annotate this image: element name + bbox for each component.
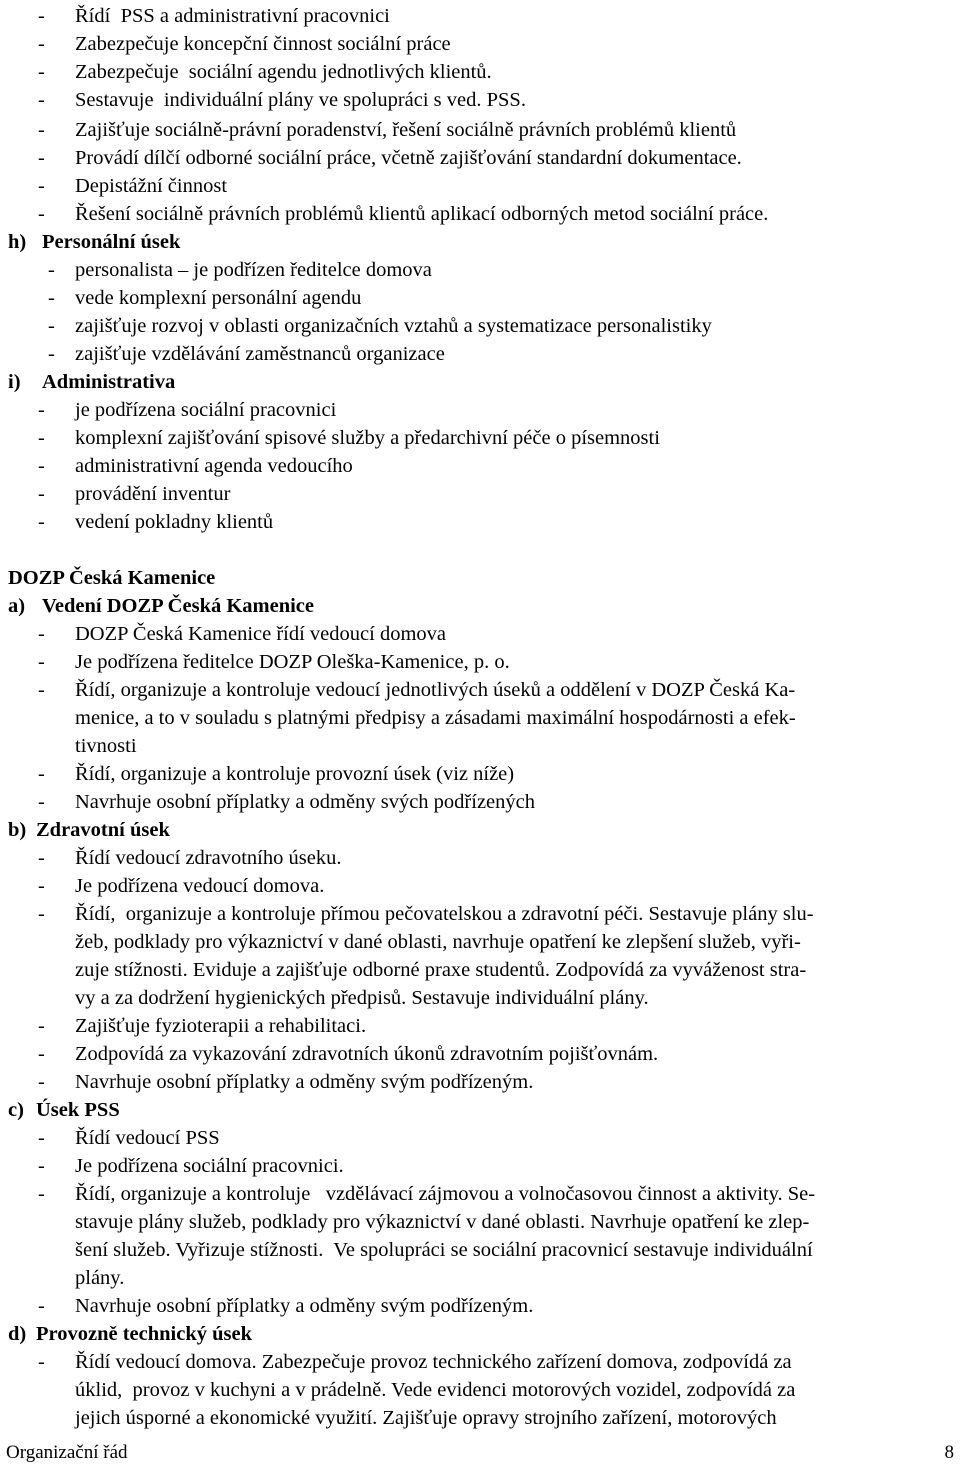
section-heading <box>0 1320 960 1348</box>
list-item-text: vedení pokladny klientů <box>75 511 274 533</box>
list-item-continuation <box>0 1236 960 1264</box>
list-item-text: Sestavuje individuální plány ve spolupráci s ved. PSS. <box>75 89 526 111</box>
list-item: - Navrhuje osobní příplatky a odměny svým podřízeným. <box>0 1068 960 1096</box>
list-item: - Navrhuje osobní příplatky a odměny svým podřízeným. <box>0 1292 960 1320</box>
list-item: - administrativní agenda vedoucího <box>0 452 960 480</box>
list-item-text: Řídí, organizuje a kontroluje vzdělávací zájmovou a volnočasovou činnost a aktivity. Se- <box>75 1183 816 1205</box>
list-item: - Sestavuje individuální plány ve spolupráci s ved. PSS. <box>0 86 960 114</box>
list-item-text: Zodpovídá za vykazování zdravotních úkonů zdravotním pojišťovnám. <box>75 1043 659 1065</box>
list-item-text: Řídí, organizuje a kontroluje přímou pečovatelskou a zdravotní péči. Sestavuje plány slu- <box>75 903 814 925</box>
section-letter: c) <box>8 1099 24 1121</box>
list-item: - provádění inventur <box>0 480 960 508</box>
list-item-text: šení služeb. Vyřizuje stížnosti. Ve spolupráci se sociální pracovnicí sestavuje individuální <box>75 1239 813 1261</box>
section-title: Provozně technický úsek <box>36 1323 253 1345</box>
list-item-text: je podřízena sociální pracovnici <box>75 399 337 421</box>
list-item: - Řídí vedoucí domova. Zabezpečuje provoz technického zařízení domova, zodpovídá za <box>0 1348 960 1376</box>
list-item: - Zajišťuje fyzioterapii a rehabilitaci. <box>0 1012 960 1040</box>
list-item: - Zajišťuje sociálně-právní poradenství, řešení sociálně právních problémů klientů <box>0 116 960 144</box>
list-item-text: Depistážní činnost <box>75 175 228 197</box>
list-item: - Řídí, organizuje a kontroluje vzdělávací zájmovou a volnočasovou činnost a aktivity. Se- <box>0 1180 960 1208</box>
page-number: 8 <box>944 1442 954 1463</box>
list-item-continuation <box>0 1404 960 1432</box>
list-item-text: Zabezpečuje sociální agendu jednotlivých klientů. <box>75 61 492 83</box>
section-title: Zdravotní úsek <box>36 819 170 841</box>
list-item-text: zuje stížnosti. Eviduje a zajišťuje odborné praxe studentů. Zodpovídá za vyváženost stra- <box>75 959 807 981</box>
list-item-text: Řídí PSS a administrativní pracovnici <box>75 5 390 27</box>
list-item-text: Řídí vedoucí zdravotního úseku. <box>75 847 342 869</box>
section-letter: h) <box>8 231 27 253</box>
list-item: - Je podřízena ředitelce DOZP Oleška-Kamenice, p. o. <box>0 648 960 676</box>
list-item: - Řídí vedoucí PSS <box>0 1124 960 1152</box>
section-title: Administrativa <box>42 371 176 393</box>
list-item: - zajišťuje vzdělávání zaměstnanců organizace <box>0 340 960 368</box>
section-title: Úsek PSS <box>36 1099 120 1121</box>
list-item-text: tivnosti <box>75 735 137 757</box>
list-item: - vede komplexní personální agendu <box>0 284 960 312</box>
section-title: Vedení DOZP Česká Kamenice <box>42 595 315 617</box>
list-item-text: jejich úsporné a ekonomické využití. Zajišťuje opravy strojního zařízení, motorových <box>75 1407 777 1429</box>
list-item-continuation <box>0 984 960 1012</box>
list-item: - Zodpovídá za vykazování zdravotních úkonů zdravotním pojišťovnám. <box>0 1040 960 1068</box>
list-item-text: Navrhuje osobní příplatky a odměny svých podřízených <box>75 791 535 813</box>
list-item-text: Je podřízena sociální pracovnici. <box>75 1155 344 1177</box>
list-item-text: Řešení sociálně právních problémů klientů aplikací odborných metod sociální práce. <box>75 203 769 225</box>
list-item-text: Řídí vedoucí PSS <box>75 1127 220 1149</box>
section-heading <box>0 1096 960 1124</box>
section-letter: d) <box>8 1323 27 1345</box>
list-item-continuation <box>0 732 960 760</box>
list-item-text: zajišťuje vzdělávání zaměstnanců organizace <box>75 343 445 365</box>
list-item-text: Řídí, organizuje a kontroluje vedoucí jednotlivých úseků a oddělení v DOZP Česká Ka- <box>75 679 796 701</box>
list-item-text: zajišťuje rozvoj v oblasti organizačních vztahů a systematizace personalistiky <box>75 315 712 337</box>
list-item-continuation <box>0 1264 960 1292</box>
list-item-text: Je podřízena ředitelce DOZP Oleška-Kamenice, p. o. <box>75 651 510 673</box>
list-item: - personalista – je podřízen ředitelce domova <box>0 256 960 284</box>
list-item-text: Navrhuje osobní příplatky a odměny svým podřízeným. <box>75 1071 534 1093</box>
list-item: - Provádí dílčí odborné sociální práce, včetně zajišťování standardní dokumentace. <box>0 144 960 172</box>
list-item-text: personalista – je podřízen ředitelce domova <box>75 259 432 281</box>
list-item-text: Provádí dílčí odborné sociální práce, včetně zajišťování standardní dokumentace. <box>75 147 742 169</box>
list-item-text: Řídí, organizuje a kontroluje provozní úsek (viz níže) <box>75 763 515 785</box>
list-item: - komplexní zajišťování spisové služby a předarchivní péče o písemnosti <box>0 424 960 452</box>
section-letter: a) <box>8 595 26 617</box>
dozp-heading: DOZP Česká Kamenice <box>8 567 216 589</box>
section-letter: i) <box>8 371 21 393</box>
section-heading <box>0 816 960 844</box>
list-item: - Řídí, organizuje a kontroluje vedoucí jednotlivých úseků a oddělení v DOZP Česká Ka- <box>0 676 960 704</box>
list-item-text: žeb, podklady pro výkaznictví v dané oblasti, navrhuje opatření ke zlepšení služeb, vyři- <box>75 931 801 953</box>
list-item: - Je podřízena vedoucí domova. <box>0 872 960 900</box>
list-item-continuation <box>0 956 960 984</box>
list-item: - vedení pokladny klientů <box>0 508 960 536</box>
list-item-text: komplexní zajišťování spisové služby a předarchivní péče o písemnosti <box>75 427 660 449</box>
section-letter: b) <box>8 819 27 841</box>
list-item-text: Řídí vedoucí domova. Zabezpečuje provoz technického zařízení domova, zodpovídá za <box>75 1351 792 1373</box>
section-heading <box>0 592 960 620</box>
list-item-text: plány. <box>75 1267 125 1289</box>
list-item-text: Zajišťuje fyzioterapii a rehabilitaci. <box>75 1015 367 1037</box>
list-item-continuation <box>0 704 960 732</box>
list-item: - Depistážní činnost <box>0 172 960 200</box>
list-item-text: vy a za dodržení hygienických předpisů. Sestavuje individuální plány. <box>75 987 649 1009</box>
list-item-text: Zajišťuje sociálně-právní poradenství, řešení sociálně právních problémů klientů <box>75 119 737 141</box>
list-item: - DOZP Česká Kamenice řídí vedoucí domova <box>0 620 960 648</box>
list-item: - Řídí PSS a administrativní pracovnici <box>0 2 960 30</box>
list-item: - Zabezpečuje sociální agendu jednotlivých klientů. <box>0 58 960 86</box>
list-item: - Je podřízena sociální pracovnici. <box>0 1152 960 1180</box>
section-heading <box>0 228 960 256</box>
list-item: - Zabezpečuje koncepční činnost sociální práce <box>0 30 960 58</box>
list-item: - Řídí vedoucí zdravotního úseku. <box>0 844 960 872</box>
list-item-text: Je podřízena vedoucí domova. <box>75 875 325 897</box>
list-item: - zajišťuje rozvoj v oblasti organizačních vztahů a systematizace personalistiky <box>0 312 960 340</box>
list-item-text: úklid, provoz v kuchyni a v prádelně. Vede evidenci motorových vozidel, zodpovídá za <box>75 1379 796 1401</box>
list-item-text: vede komplexní personální agendu <box>75 287 362 309</box>
list-item: - Navrhuje osobní příplatky a odměny svých podřízených <box>0 788 960 816</box>
list-item: - Řešení sociálně právních problémů klientů aplikací odborných metod sociální práce. <box>0 200 960 228</box>
list-item: - Řídí, organizuje a kontroluje provozní úsek (viz níže) <box>0 760 960 788</box>
list-item-continuation <box>0 1208 960 1236</box>
list-item-text: provádění inventur <box>75 483 231 505</box>
list-item: - Řídí, organizuje a kontroluje přímou pečovatelskou a zdravotní péči. Sestavuje plány slu- <box>0 900 960 928</box>
list-item-continuation <box>0 928 960 956</box>
list-item-text: DOZP Česká Kamenice řídí vedoucí domova <box>75 623 446 645</box>
list-item-text: Zabezpečuje koncepční činnost sociální práce <box>75 33 451 55</box>
list-item-text: Navrhuje osobní příplatky a odměny svým podřízeným. <box>75 1295 534 1317</box>
list-item-text: stavuje plány služeb, podklady pro výkaznictví v dané oblasti. Navrhuje opatření ke zlep- <box>75 1211 810 1233</box>
list-item-continuation <box>0 1376 960 1404</box>
section-title: Personální úsek <box>42 231 181 253</box>
footer-title: Organizační řád <box>6 1442 128 1463</box>
list-item: - je podřízena sociální pracovnici <box>0 396 960 424</box>
list-item-text: administrativní agenda vedoucího <box>75 455 353 477</box>
section-heading <box>0 368 960 396</box>
list-item-text: menice, a to v souladu s platnými předpisy a zásadami maximální hospodárnosti a efek- <box>75 707 796 729</box>
